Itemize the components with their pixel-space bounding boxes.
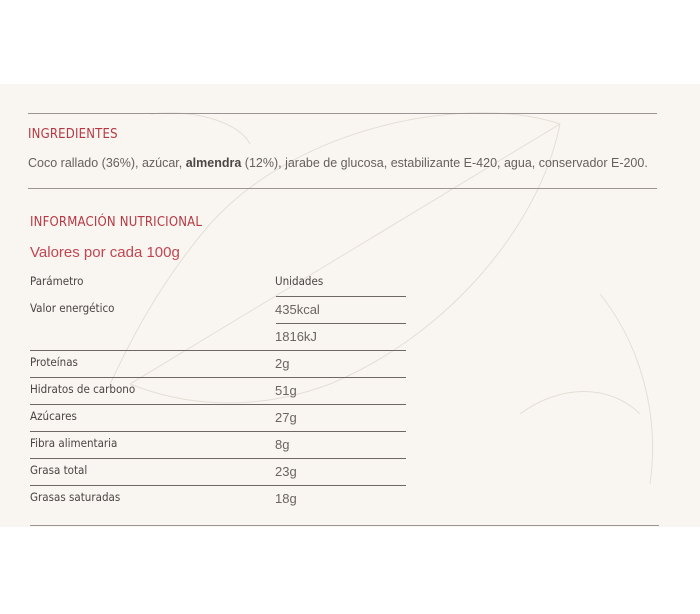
ingredients-allergen-highlight: almendra	[185, 156, 242, 170]
table-row	[30, 351, 406, 378]
row-param: Fibra alimentaria	[30, 436, 118, 450]
row-value: 8g	[275, 437, 290, 452]
row-value: 435kcal	[275, 302, 320, 317]
nutrition-subtitle: Valores por cada 100g	[30, 244, 180, 261]
nutrition-title: INFORMACIÓN NUTRICIONAL	[30, 215, 203, 230]
column-header-unit: Unidades	[275, 274, 324, 288]
ingredients-list	[28, 156, 648, 170]
row-value: 51g	[275, 383, 297, 398]
row-param: Valor energético	[30, 301, 115, 315]
ingredients-text-before: Coco rallado (36%), azúcar,	[28, 156, 186, 170]
ingredients-text-after: (12%), jarabe de glucosa, estabilizante E-420, agua, conservador E-200.	[241, 156, 648, 170]
row-param: Proteínas	[30, 355, 78, 369]
product-info-panel	[0, 84, 700, 527]
divider-bottom	[30, 525, 659, 526]
table-row	[30, 324, 406, 351]
row-value: 27g	[275, 410, 297, 425]
row-value: 2g	[275, 356, 290, 371]
nutrition-table	[30, 270, 406, 513]
table-row	[30, 486, 406, 513]
table-row	[30, 378, 406, 405]
table-header-row	[30, 270, 406, 297]
table-row	[30, 459, 406, 486]
table-row	[30, 297, 406, 324]
row-value: 23g	[275, 464, 297, 479]
row-param: Grasas saturadas	[30, 490, 121, 504]
row-value: 1816kJ	[275, 329, 317, 344]
row-param: Hidratos de carbono	[30, 382, 136, 396]
table-row	[30, 432, 406, 459]
divider-top	[28, 113, 657, 114]
ingredients-title: INGREDIENTES	[28, 127, 118, 142]
column-header-param: Parámetro	[30, 274, 84, 288]
table-row	[30, 405, 406, 432]
row-param: Grasa total	[30, 463, 88, 477]
row-value: 18g	[275, 491, 297, 506]
row-param: Azúcares	[30, 409, 77, 423]
divider-middle	[28, 188, 657, 189]
